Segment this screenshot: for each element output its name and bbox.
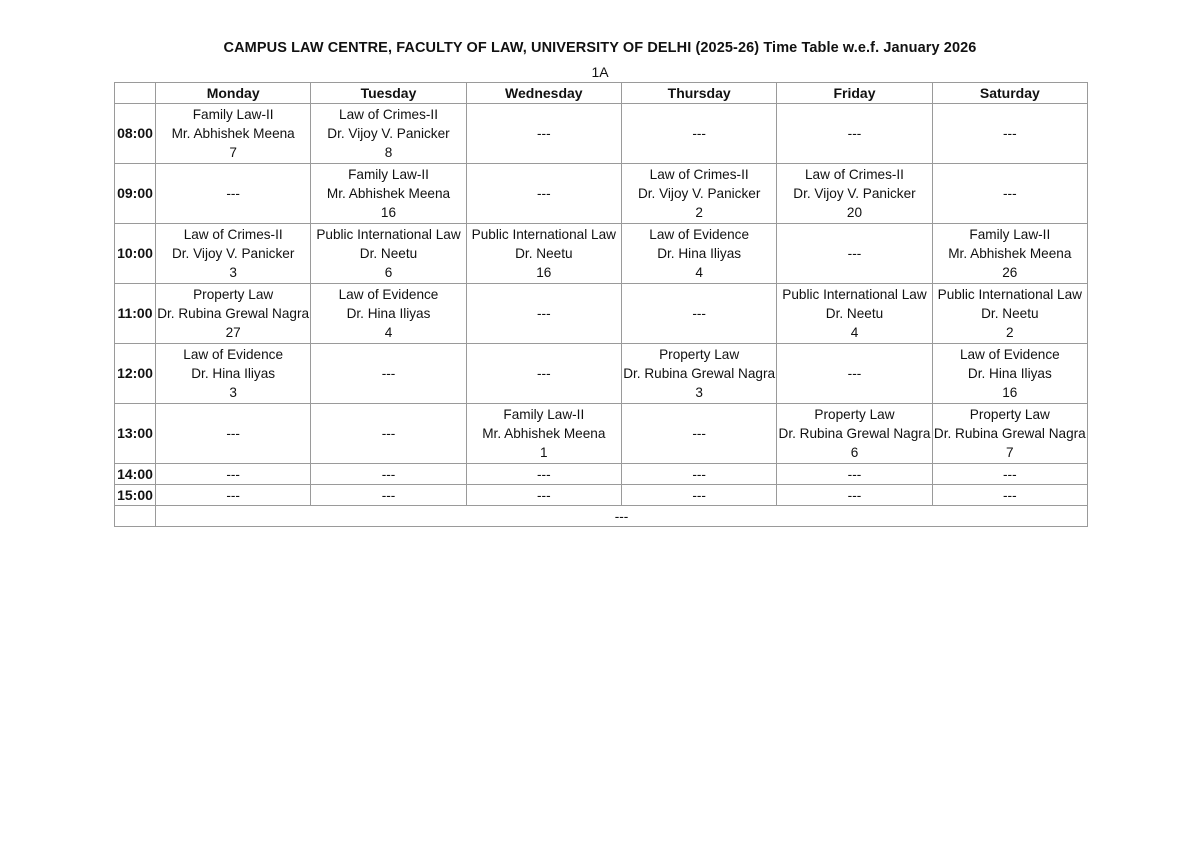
course-name: Public International Law <box>937 287 1082 302</box>
class-cell-saturday <box>932 104 1087 164</box>
class-cell-tuesday <box>311 164 466 224</box>
instructor-name: Dr. Hina Iliyas <box>191 366 276 381</box>
footer-corner-cell <box>115 506 156 527</box>
empty-slot: --- <box>692 466 706 482</box>
course-name: Property Law <box>193 287 274 302</box>
course-name: Family Law-II <box>192 107 274 122</box>
page-title: CAMPUS LAW CENTRE, FACULTY OF LAW, UNIVERSITY OF DELHI (2025-26) Time Table w.e.f. January 2026 <box>223 40 977 56</box>
empty-slot: --- <box>692 306 706 321</box>
empty-slot: --- <box>847 466 862 482</box>
instructor-name: Mr. Abhishek Meena <box>326 186 451 201</box>
empty-slot: --- <box>226 466 240 482</box>
class-cell-thursday <box>621 284 776 344</box>
class-cell-monday <box>156 104 311 164</box>
instructor-name: Mr. Abhishek Meena <box>482 426 606 441</box>
instructor-name: Dr. Hina Iliyas <box>346 306 431 321</box>
empty-slot: --- <box>1003 126 1017 141</box>
table-row <box>115 344 1088 404</box>
class-cell-wednesday <box>466 104 621 164</box>
empty-slot: --- <box>226 186 240 201</box>
empty-slot: --- <box>381 466 396 482</box>
class-cell-thursday <box>621 104 776 164</box>
instructor-name: Dr. Vijoy V. Panicker <box>793 186 916 201</box>
time-slot-label: 15:00 <box>115 485 156 506</box>
corner-cell <box>115 83 156 104</box>
empty-slot: --- <box>1003 466 1017 482</box>
time-slot-label: 13:00 <box>115 404 156 464</box>
course-name: Law of Evidence <box>649 227 750 242</box>
empty-slot: --- <box>692 426 706 441</box>
instructor-name: Dr. Neetu <box>515 246 573 261</box>
room-number: 3 <box>229 265 237 280</box>
empty-slot: --- <box>537 366 551 381</box>
course-name: Law of Evidence <box>338 287 439 302</box>
course-name: Law of Evidence <box>959 347 1060 362</box>
class-cell-tuesday <box>311 284 466 344</box>
empty-slot: --- <box>537 126 551 141</box>
class-cell-friday <box>777 464 932 485</box>
class-cell-saturday <box>932 404 1087 464</box>
class-cell-tuesday <box>311 224 466 284</box>
course-name: Property Law <box>969 407 1050 422</box>
empty-slot: --- <box>226 426 240 441</box>
instructor-name: Dr. Hina Iliyas <box>967 366 1052 381</box>
course-name: Law of Evidence <box>183 347 284 362</box>
day-header-tuesday: Tuesday <box>311 83 466 104</box>
empty-slot: --- <box>537 487 551 503</box>
table-row <box>115 284 1088 344</box>
class-cell-thursday <box>621 164 776 224</box>
empty-slot: --- <box>1003 487 1017 503</box>
class-cell-wednesday <box>466 404 621 464</box>
class-cell-monday <box>156 224 311 284</box>
time-slot-label: 10:00 <box>115 224 156 284</box>
instructor-name: Dr. Vijoy V. Panicker <box>637 186 761 201</box>
empty-slot: --- <box>381 487 396 503</box>
class-cell-thursday <box>621 224 776 284</box>
class-cell-wednesday <box>466 464 621 485</box>
empty-slot: --- <box>381 426 396 441</box>
section-label: 1A <box>591 64 609 80</box>
class-cell-tuesday <box>311 344 466 404</box>
instructor-name: Dr. Vijoy V. Panicker <box>171 246 295 261</box>
class-cell-friday <box>777 284 932 344</box>
empty-slot: --- <box>381 366 396 381</box>
class-cell-saturday <box>932 164 1087 224</box>
empty-slot: --- <box>692 126 706 141</box>
class-cell-friday <box>777 224 932 284</box>
course-name: Property Law <box>659 347 740 362</box>
room-number: 3 <box>695 385 703 400</box>
class-cell-saturday <box>932 224 1087 284</box>
instructor-name: Dr. Rubina Grewal Nagra <box>157 306 310 321</box>
class-cell-saturday <box>932 464 1087 485</box>
day-header-thursday: Thursday <box>621 83 776 104</box>
course-name: Family Law-II <box>503 407 585 422</box>
class-cell-friday <box>777 104 932 164</box>
table-row <box>115 104 1088 164</box>
empty-slot: --- <box>537 466 551 482</box>
class-cell-wednesday <box>466 224 621 284</box>
class-cell-thursday <box>621 485 776 506</box>
empty-slot: --- <box>537 306 551 321</box>
room-number: 27 <box>225 325 241 340</box>
class-cell-wednesday <box>466 164 621 224</box>
day-header-wednesday: Wednesday <box>466 83 621 104</box>
class-cell-tuesday <box>311 485 466 506</box>
class-cell-monday <box>156 164 311 224</box>
day-header-monday: Monday <box>156 83 311 104</box>
class-cell-tuesday <box>311 404 466 464</box>
timetable-body <box>115 104 1088 506</box>
table-row <box>115 404 1088 464</box>
room-number: 16 <box>1002 385 1018 400</box>
room-number: 4 <box>850 325 859 340</box>
instructor-name: Dr. Hina Iliyas <box>657 246 742 261</box>
empty-slot: --- <box>692 487 706 503</box>
timetable <box>114 82 1088 527</box>
instructor-name: Dr. Neetu <box>981 306 1039 321</box>
room-number: 4 <box>695 265 703 280</box>
footer-note: --- <box>156 506 1088 527</box>
room-number: 2 <box>695 205 703 220</box>
day-header-friday: Friday <box>777 83 932 104</box>
class-cell-saturday <box>932 284 1087 344</box>
time-slot-label: 12:00 <box>115 344 156 404</box>
class-cell-monday <box>156 404 311 464</box>
class-cell-tuesday <box>311 464 466 485</box>
course-name: Family Law-II <box>969 227 1051 242</box>
table-row <box>115 224 1088 284</box>
room-number: 2 <box>1006 325 1014 340</box>
day-header-row <box>115 83 1088 104</box>
empty-slot: --- <box>847 366 862 381</box>
class-cell-saturday <box>932 485 1087 506</box>
footer-row <box>115 506 1088 527</box>
instructor-name: Mr. Abhishek Meena <box>948 246 1072 261</box>
time-slot-label: 08:00 <box>115 104 156 164</box>
day-header-saturday: Saturday <box>932 83 1087 104</box>
class-cell-tuesday <box>311 104 466 164</box>
room-number: 16 <box>380 205 397 220</box>
time-slot-label: 14:00 <box>115 464 156 485</box>
class-cell-monday <box>156 284 311 344</box>
course-name: Property Law <box>814 407 895 422</box>
course-name: Public International Law <box>316 227 461 242</box>
room-number: 1 <box>540 445 548 460</box>
room-number: 6 <box>850 445 859 460</box>
room-number: 3 <box>229 385 237 400</box>
empty-slot: --- <box>1003 186 1017 201</box>
class-cell-thursday <box>621 404 776 464</box>
class-cell-wednesday <box>466 344 621 404</box>
time-slot-label: 11:00 <box>115 284 156 344</box>
class-cell-thursday <box>621 344 776 404</box>
instructor-name: Dr. Vijoy V. Panicker <box>327 126 450 141</box>
class-cell-friday <box>777 404 932 464</box>
empty-slot: --- <box>226 487 240 503</box>
class-cell-friday <box>777 164 932 224</box>
class-cell-monday <box>156 344 311 404</box>
course-name: Public International Law <box>471 227 616 242</box>
table-row <box>115 485 1088 506</box>
course-name: Law of Crimes-II <box>649 167 749 182</box>
room-number: 4 <box>384 325 393 340</box>
table-row <box>115 464 1088 485</box>
room-number: 16 <box>536 265 552 280</box>
room-number: 26 <box>1002 265 1018 280</box>
course-name: Law of Crimes-II <box>805 167 904 182</box>
room-number: 7 <box>1006 445 1014 460</box>
course-name: Public International Law <box>782 287 927 302</box>
empty-slot: --- <box>847 246 862 261</box>
instructor-name: Dr. Neetu <box>825 306 884 321</box>
room-number: 8 <box>384 145 393 160</box>
instructor-name: Dr. Rubina Grewal Nagra <box>778 426 931 441</box>
instructor-name: Mr. Abhishek Meena <box>171 126 295 141</box>
class-cell-saturday <box>932 344 1087 404</box>
table-row <box>115 164 1088 224</box>
room-number: 6 <box>384 265 393 280</box>
class-cell-monday <box>156 464 311 485</box>
course-name: Law of Crimes-II <box>339 107 438 122</box>
class-cell-wednesday <box>466 485 621 506</box>
class-cell-thursday <box>621 464 776 485</box>
course-name: Law of Crimes-II <box>183 227 283 242</box>
instructor-name: Dr. Rubina Grewal Nagra <box>933 426 1086 441</box>
empty-slot: --- <box>537 186 551 201</box>
empty-slot: --- <box>847 126 862 141</box>
class-cell-monday <box>156 485 311 506</box>
room-number: 20 <box>846 205 863 220</box>
room-number: 7 <box>229 145 237 160</box>
instructor-name: Dr. Neetu <box>359 246 418 261</box>
class-cell-friday <box>777 485 932 506</box>
course-name: Family Law-II <box>348 167 429 182</box>
class-cell-friday <box>777 344 932 404</box>
empty-slot: --- <box>847 487 862 503</box>
time-slot-label: 09:00 <box>115 164 156 224</box>
instructor-name: Dr. Rubina Grewal Nagra <box>623 366 776 381</box>
class-cell-wednesday <box>466 284 621 344</box>
